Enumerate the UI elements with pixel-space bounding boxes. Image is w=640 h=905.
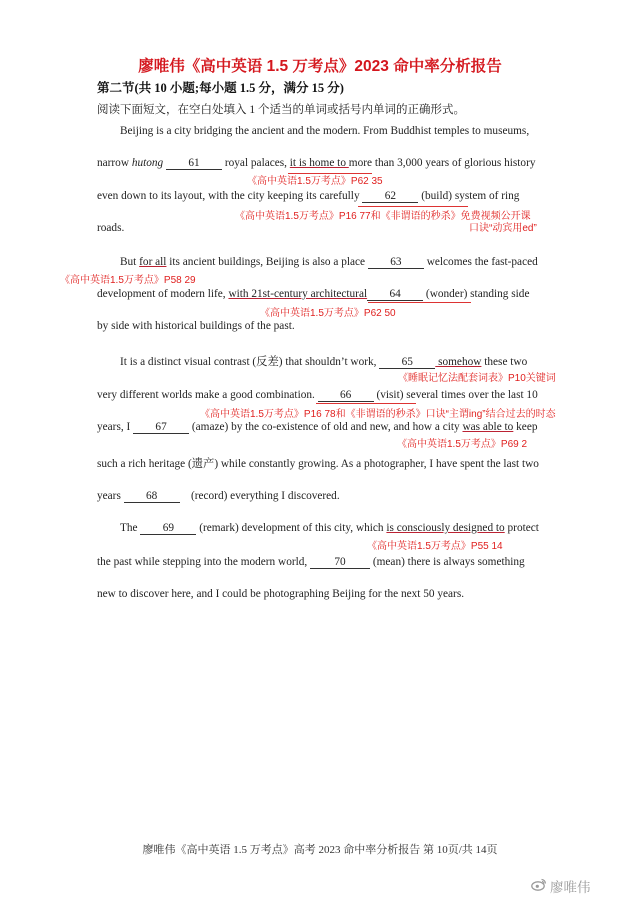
passage-line: Beijing is a city bridging the ancient and the modern. From Buddhist temples to museums, (120, 125, 530, 137)
passage-line: roads. (97, 222, 125, 234)
annotation-ref: 《睡眠记忆法配套词表》P10关键词 (398, 373, 556, 384)
passage-line: development of modern life, with 21st-century architectural 64 (wonder) standing side (97, 288, 530, 300)
annotation-ref: 《高中英语1.5万考点》P16 78和《非谓语的秒杀》口诀“主谓ing”结合过去的时态 (200, 409, 556, 420)
passage-line: such a rich heritage (遗产) while constantly growing. As a photographer, I have spent the last two (97, 458, 539, 470)
passage-line: It is a distinct visual contrast (反差) that shouldn’t work, 65 somehow these two (120, 356, 528, 368)
passage-line: even down to its layout, with the city keeping its carefully 62 (build) system of ring (97, 190, 520, 202)
weibo-logo-icon (531, 877, 547, 891)
passage-line: by side with historical buildings of the past. (97, 320, 295, 332)
page-title: 廖唯伟《高中英语 1.5 万考点》2023 命中率分析报告 (138, 58, 502, 75)
blank-69[interactable]: 69 (140, 522, 196, 535)
annotation-ref: 《高中英语1.5万考点》P55 14 (367, 541, 503, 552)
passage-line: very different worlds make a good combination. 66 (visit) several times over the last 10 (97, 389, 538, 401)
blank-67[interactable]: 67 (133, 421, 189, 434)
blank-62[interactable]: 62 (362, 190, 418, 203)
passage-line: narrow hutong 61 royal palaces, it is home to more than 3,000 years of glorious history (97, 157, 536, 169)
passage-line: the past while stepping into the modern world, 70 (mean) there is always something (97, 556, 525, 568)
page-footer: 廖唯伟《高中英语 1.5 万考点》高考 2023 命中率分析报告 第 10页/共 14页 (142, 844, 498, 856)
blank-68[interactable]: 68 (124, 490, 180, 503)
watermark: 廖唯伟 (550, 880, 591, 895)
passage-line: The 69 (remark) development of this city, which is consciously designed to protect (120, 522, 539, 534)
annotation-ref: 《高中英语1.5万考点》P58 29 (60, 275, 196, 286)
annotation-ref: 《高中英语1.5万考点》P62 50 (260, 308, 396, 319)
blank-65[interactable]: 65 (379, 356, 435, 369)
underline-mark (316, 403, 416, 404)
passage-line: new to discover here, and I could be photographing Beijing for the next 50 years. (97, 588, 465, 600)
blank-61[interactable]: 61 (166, 157, 222, 170)
section-heading: 第二节(共 10 小题;每小题 1.5 分，满分 15 分) (97, 81, 344, 95)
underline-mark (368, 302, 471, 303)
passage-line: years, I 67 (amaze) by the co-existence of old and new, and how a city was able to keep (97, 421, 538, 433)
passage-line: But for all its ancient buildings, Beijing is also a place 63 welcomes the fast-paced (120, 256, 538, 268)
passage-line: years 68 (record) everything I discovered. (97, 490, 340, 502)
annotation-ref: 《高中英语1.5万考点》P62 35 (247, 176, 383, 187)
blank-63[interactable]: 63 (368, 256, 424, 269)
annotation-ref: 《高中英语1.5万考点》P69 2 (397, 439, 528, 450)
instruction: 阅读下面短文，在空白处填入 1 个适当的单词或括号内单词的正确形式。 (97, 104, 465, 116)
blank-64[interactable]: 64 (367, 288, 423, 301)
blank-66[interactable]: 66 (318, 389, 374, 402)
annotation-ref: 口诀“动宾用ed” (469, 223, 537, 234)
blank-70[interactable]: 70 (310, 556, 370, 569)
annotation-ref: 《高中英语1.5万考点》P16 77和《非谓语的秒杀》免费视频公开课 (235, 211, 531, 222)
